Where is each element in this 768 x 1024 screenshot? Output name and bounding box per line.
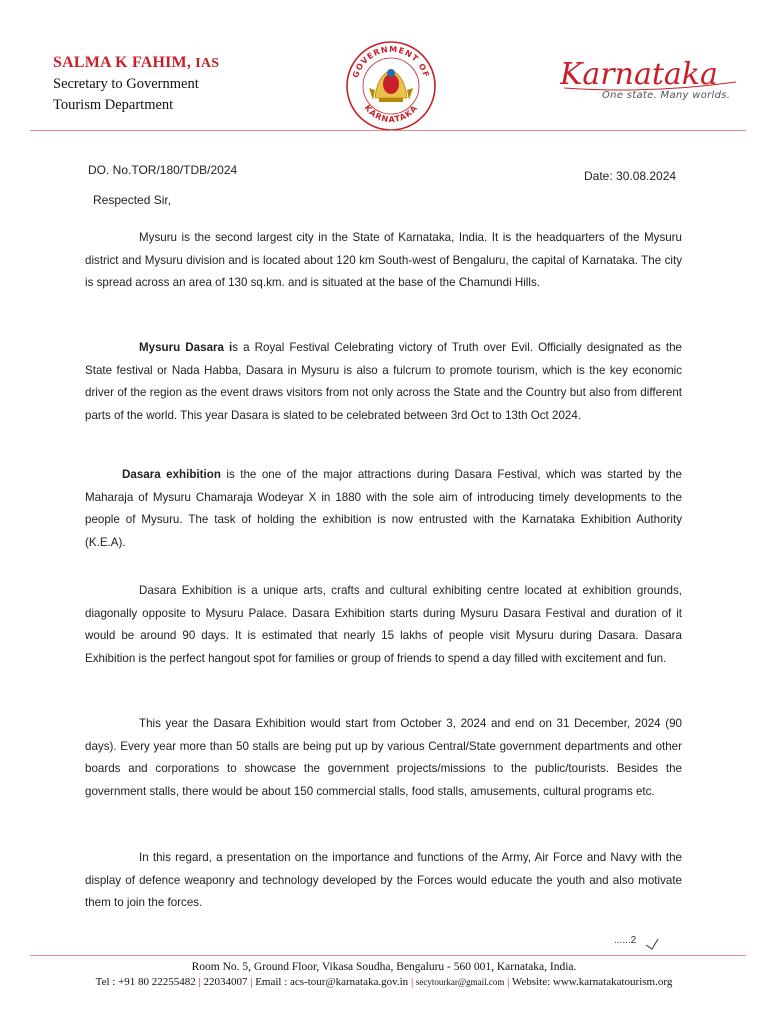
paragraph-mysuru-text: Mysuru is the second largest city in the State of Karnataka, India. It is the headquarters of the Mysuru district and Mysuru division and is located about 120 km South-west of Bengaluru, the capital of Karnataka. The city is spread across an area of 130 sq.km. and is situated at the base of the Chamundi Hills. [85, 231, 682, 289]
footer-website: Website: www.karnatakatourism.org [511, 976, 673, 988]
sender-suffix: IAS [195, 56, 220, 71]
paragraph-forces-text: In this regard, a presentation on the importance and functions of the Army, Air Force and Navy with the display of defence weaponry and technology developed by the Forces would educate the youth and also motivate them to join the forces. [85, 851, 682, 909]
reference-number: DO. No.TOR/180/TDB/2024 [88, 163, 238, 177]
government-seal-emblem [345, 40, 437, 132]
footer-address: Room No. 5, Ground Floor, Vikasa Soudha, Bengaluru - 560 001, Karnataka, India. [191, 961, 577, 973]
paragraph-dasara [85, 337, 682, 427]
footer-separator: | [198, 976, 201, 988]
continuation-check-icon [640, 931, 660, 951]
footer-tel-2: 22034007 [203, 976, 248, 988]
paragraph-stalls-text: This year the Dasara Exhibition would start from October 3, 2024 and end on 31 December, 2024 (90 days). Every year more than 50 stalls are being put up by various Central/State government departments and other boards and corporations to showcase the government projects/missions to the public/tourists. Besides the government stalls, there would be about 150 commercial stalls, food stalls, amusements, cultural programs etc. [85, 717, 682, 798]
dasara-heading: Mysuru Dasara i [139, 341, 233, 354]
footer-email: Email : acs-tour@karnataka.gov.in [255, 976, 409, 988]
brand-tagline: One state. Many worlds. [602, 90, 731, 101]
sender-title: Secretary to Government [53, 76, 199, 92]
footer-divider [30, 955, 746, 956]
footer-separator: | [250, 976, 253, 988]
sender-department: Tourism Department [53, 97, 174, 113]
paragraph-exhibition [85, 464, 682, 554]
sender-name [53, 54, 219, 72]
svg-text:KARNATAKA: KARNATAKA [362, 103, 420, 125]
paragraph-exhibition-text: is the one of the major attractions during Dasara Festival, which was started by the Maharaja of Mysuru Chamaraja Wodeyar X in 1880 with the sole aim of introducing timely developments to the people of Mysuru. The task of holding the exhibition is now entrusted with the Karnataka Exhibition Authority (K.E.A). [85, 468, 682, 549]
footer-separator: | [410, 976, 414, 988]
paragraph-dasara-text: s a Royal Festival Celebrating victory of Truth over Evil. Officially designated as the State festival or Nada Habba, Dasara in Mysuru is also a fulcrum to promote tourism, which is the key economic driver of the region as the event draws visitors from not only across the State and the Country but also from different parts of the world. This year Dasara is slated to be celebrated between 3rd Oct to 13th Oct 2024. [85, 341, 682, 422]
paragraph-mysuru [85, 227, 682, 295]
paragraph-exhibition-details [85, 580, 682, 670]
paragraph-exhibition-details-text: Dasara Exhibition is a unique arts, crafts and cultural exhibiting centre located at exhibition grounds, diagonally opposite to Mysuru Palace. Dasara Exhibition starts during Mysuru Dasara Festival and duration of it would be around 90 days. It is estimated that nearly 15 lakhs of people visit Mysuru during Dasara. Dasara Exhibition is the perfect hangout spot for families or group of friends to spend a day filled with excitement and fun. [85, 584, 682, 665]
footer-separator: | [507, 976, 510, 988]
exhibition-heading: Dasara exhibition [122, 468, 221, 481]
svg-text:Karnataka: Karnataka [560, 57, 718, 92]
sender-name-text: SALMA K FAHIM, [53, 54, 192, 71]
salutation: Respected Sir, [93, 193, 172, 207]
page-continuation: ......2 [614, 935, 637, 946]
footer-contact [0, 976, 768, 988]
paragraph-stalls [85, 713, 682, 803]
letter-date: Date: 30.08.2024 [584, 169, 677, 183]
paragraph-forces [85, 847, 682, 915]
footer-tel: Tel : +91 80 22255482 [95, 976, 196, 988]
svg-text:GOVERNMENT OF: GOVERNMENT OF [351, 44, 431, 80]
footer-email-2: secytourkar@gmail.com [415, 977, 505, 987]
header-divider [30, 130, 746, 131]
